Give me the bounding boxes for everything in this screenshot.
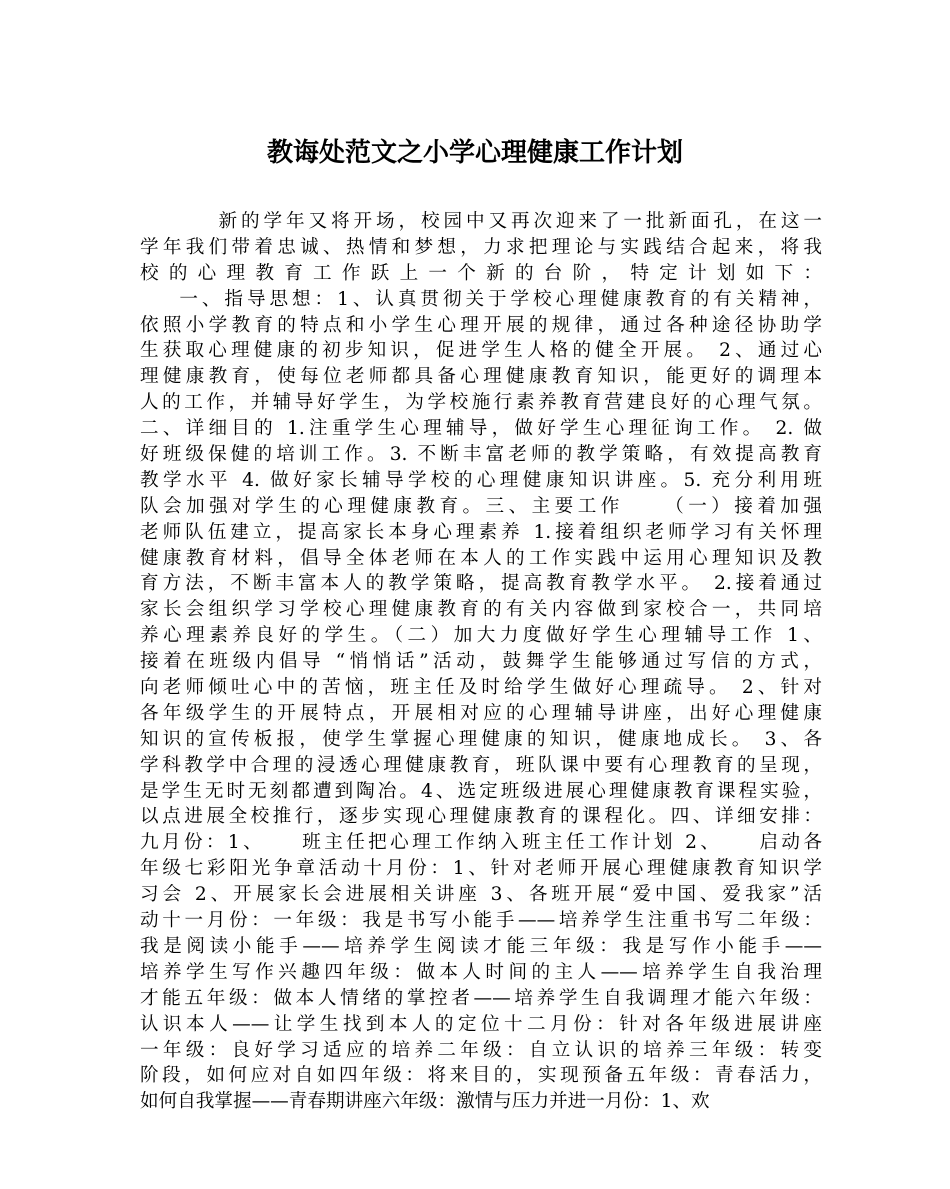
document-body <box>140 209 822 1115</box>
body-line: 一年级：良好学习适应的培养二年级：自立认识的培养三年级：转变 <box>140 1039 822 1061</box>
body-line: 培养学生写作兴趣四年级：做本人时间的主人——培养学生自我治理 <box>140 961 822 983</box>
body-line: 接着在班级内倡导 “悄悄话”活动，鼓舞学生能够通过写信的方式， <box>140 651 822 673</box>
body-line: 动十一月份：一年级：我是书写小能手——培养学生注重书写二年级： <box>140 910 822 932</box>
body-line: 一、指导思想：1、认真贯彻关于学校心理健康教育的有关精神， <box>140 288 822 310</box>
body-line: 是学生无时无刻都遭到陶冶。4、选定班级进展心理健康教育课程实验， <box>140 780 822 802</box>
body-line: 习会 2、开展家长会进展相关讲座 3、各班开展“爱中国、爱我家”活 <box>140 884 822 906</box>
body-line: 养心理素养良好的学生。（二）加大力度做好学生心理辅导工作 1、 <box>140 625 822 647</box>
body-line: 学科教学中合理的浸透心理健康教育，班队课中要有心理教育的呈现， <box>140 754 822 776</box>
body-line: 才能五年级：做本人情绪的掌控者——培养学生自我调理才能六年级： <box>140 987 822 1009</box>
body-line: 老师队伍建立，提高家长本身心理素养 1.接着组织老师学习有关怀理 <box>140 521 822 543</box>
body-line: 教学水平 4. 做好家长辅导学校的心理健康知识讲座。5. 充分利用班 <box>140 469 822 491</box>
body-line: 家长会组织学习学校心理健康教育的有关内容做到家校合一，共同培 <box>140 599 822 621</box>
body-line: 生获取心理健康的初步知识，促进学生人格的健全开展。 2、通过心 <box>140 340 822 362</box>
body-line: 二、详细目的 1.注重学生心理辅导，做好学生心理征询工作。 2. 做 <box>140 418 822 440</box>
body-line: 向老师倾吐心中的苦恼，班主任及时给学生做好心理疏导。 2、针对 <box>140 677 822 699</box>
document-title: 教诲处范文之小学心理健康工作计划 <box>266 138 683 168</box>
body-line: 阶段，如何应对自如四年级：将来目的，实现预备五年级：青春活力， <box>140 1065 822 1087</box>
body-line: 新的学年又将开场，校园中又再次迎来了一批新面孔，在这一 <box>140 211 822 232</box>
body-line: 我是阅读小能手——培养学生阅读才能三年级：我是写作小能手—— <box>140 935 822 957</box>
body-line: 学年我们带着忠诚、热情和梦想，力求把理论与实践结合起来，将我 <box>140 236 822 258</box>
body-line: 依照小学教育的特点和小学生心理开展的规律，通过各种途径协助学 <box>140 314 822 336</box>
body-line: 如何自我掌握——青春期讲座六年级：激情与压力并进一月份：1、欢 <box>140 1091 710 1113</box>
body-line: 人的工作，并辅导好学生，为学校施行素养教育营建良好的心理气氛。 <box>140 392 822 414</box>
body-line: 育方法，不断丰富本人的教学策略，提高教育教学水平。 2.接着通过 <box>140 573 822 595</box>
body-line: 年级七彩阳光争章活动十月份：1、针对老师开展心理健康教育知识学 <box>140 858 822 880</box>
body-line: 知识的宣传板报，使学生掌握心理健康的知识，健康地成长。 3、各 <box>140 728 822 750</box>
body-line: 以点进展全校推行，逐步实现心理健康教育的课程化。四、详细安排： <box>140 806 822 828</box>
body-line: 各年级学生的开展特点，开展相对应的心理辅导讲座，出好心理健康 <box>140 702 822 724</box>
body-line: 认识本人——让学生找到本人的定位十二月份：针对各年级进展讲座 <box>140 1013 822 1035</box>
body-line: 九月份：1、 班主任把心理工作纳入班主任工作计划 2、 启动各 <box>140 832 822 854</box>
body-line: 理健康教育，使每位老师都具备心理健康教育知识，能更好的调理本 <box>140 366 822 388</box>
body-line: 校的心理教育工作跃上一个新的台阶，特定计划如下： <box>140 262 822 284</box>
body-line: 健康教育材料，倡导全体老师在本人的工作实践中运用心理知识及教 <box>140 547 822 569</box>
body-line: 好班级保健的培训工作。3. 不断丰富老师的教学策略，有效提高教育 <box>140 444 822 466</box>
body-line: 队会加强对学生的心理健康教育。三、主要工作 （一）接着加强 <box>140 495 822 517</box>
